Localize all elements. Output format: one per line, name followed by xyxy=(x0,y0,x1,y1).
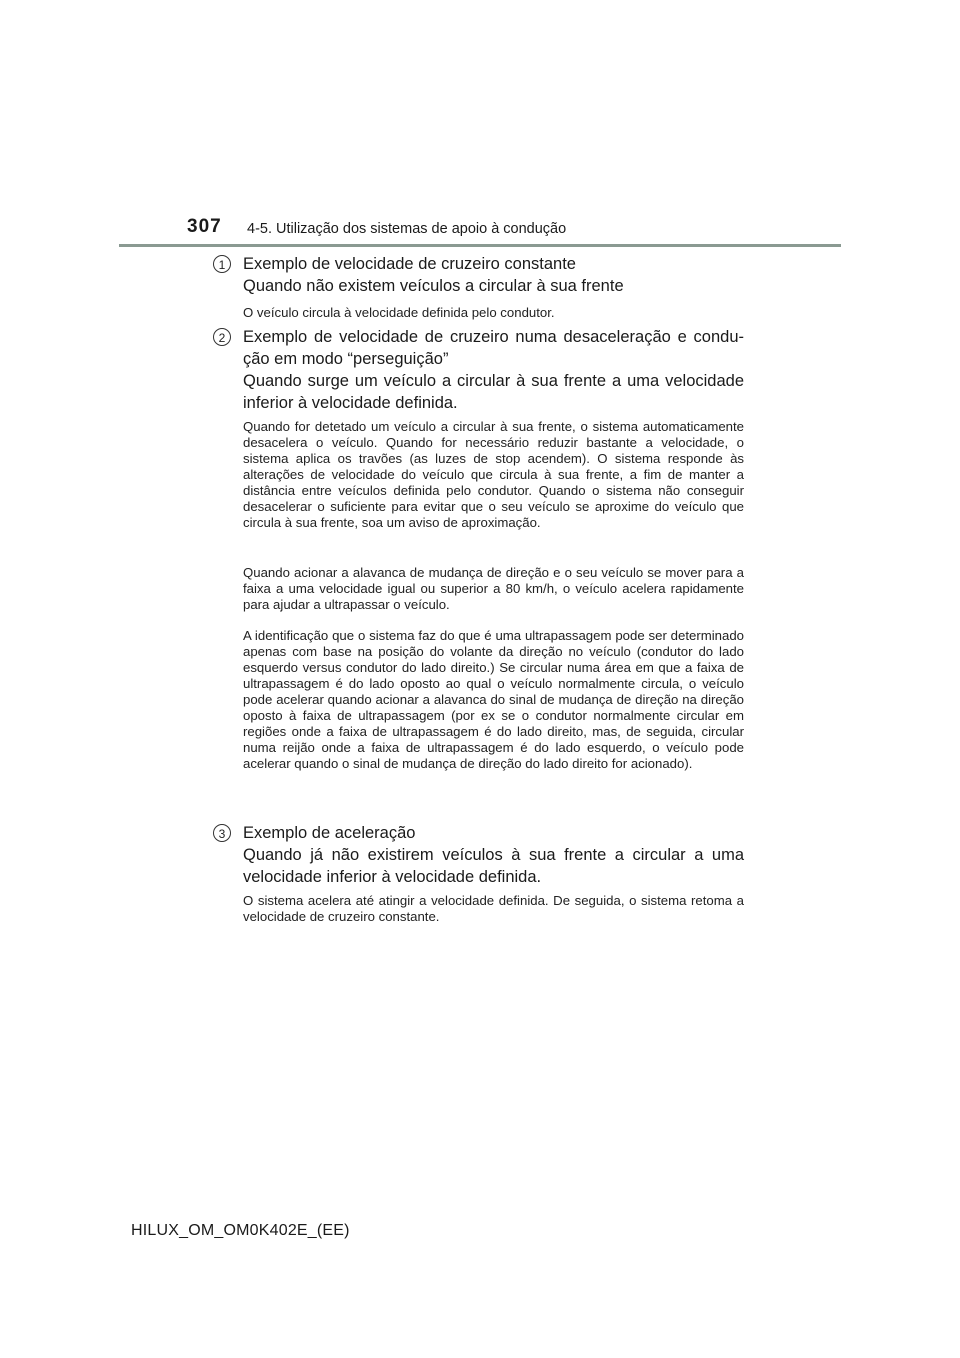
heading-line: inferior à velocidade definida. xyxy=(243,394,458,412)
heading-line: Exemplo de velocidade de cruzeiro numa desaceleração e condu- xyxy=(243,328,744,346)
item-marker-1: 1 xyxy=(213,255,231,273)
heading-line: Quando já não existirem veículos à sua frente a circular a uma xyxy=(243,846,744,864)
item-marker-2: 2 xyxy=(213,328,231,346)
item-paragraph: O sistema acelera até atingir a velocidade definida. De seguida, o sistema retoma a velocidade de cruzeiro constante. xyxy=(243,893,744,924)
item-paragraph: O veículo circula à velocidade definida pelo condutor. xyxy=(243,305,555,320)
item-heading-1 xyxy=(243,253,744,297)
document-code: HILUX_OM_OM0K402E_(EE) xyxy=(131,1222,350,1239)
item-marker-3: 3 xyxy=(213,824,231,842)
item-heading-3 xyxy=(243,822,744,888)
item-paragraph: A identificação que o sistema faz do que é uma ultrapassagem pode ser determinado apenas com base na posição do volante da direção no veículo (condutor do lado esquerdo versus condutor do lado direito.) Se circular numa área em que a faixa de ultrapassagem é do lado oposto ao qual o veículo normalmente circula, o veículo pode acelerar quando acionar a alavanca do sinal de mudança de direção na direção oposto à faixa de ultrapassagem (por ex se o condutor normalmente circular em regiões onde a faixa de ultrapassagem é do lado direito, mas, de seguida, circular numa reijão onde a faixa de ultrapassagem é do lado esquerdo, o veículo pode acelerar quando o sinal de mudança de direção do lado direito for acionado). xyxy=(243,628,744,771)
heading-line: Exemplo de aceleração xyxy=(243,824,416,842)
item-paragraph: Quando for detetado um veículo a circular à sua frente, o sistema automaticamente desacelera o veículo. Quando for necessário reduzir bastante a velocidade, o sistema aplica os travões (as luzes de stop acendem). O sistema responde às alterações de velocidade do veículo que circula à sua frente, a fim de manter a distância entre veículos definida pelo condutor. Quando o sistema não conseguir desacelerar o suficiente para evitar que o seu veículo se aproxime do veículo que circula à sua frente, soa um aviso de aproximação. xyxy=(243,419,744,530)
item-paragraph: Quando acionar a alavanca de mudança de direção e o seu veículo se mover para a faixa a uma velocidade igual ou superior a 80 km/h, o veículo acelera rapidamente para ajudar a ultrapassar o veículo. xyxy=(243,565,744,612)
heading-line: Quando não existem veículos a circular à sua frente xyxy=(243,277,624,295)
header-divider xyxy=(119,244,841,247)
item-heading-2 xyxy=(243,326,744,414)
heading-line: Quando surge um veículo a circular à sua frente a uma velocidade xyxy=(243,372,744,390)
page-number: 307 xyxy=(187,216,222,237)
heading-line: ção em modo “perseguição” xyxy=(243,350,449,368)
heading-line: Exemplo de velocidade de cruzeiro constante xyxy=(243,255,576,273)
heading-line: velocidade inferior à velocidade definida. xyxy=(243,868,542,886)
section-title: 4-5. Utilização dos sistemas de apoio à condução xyxy=(247,221,567,237)
